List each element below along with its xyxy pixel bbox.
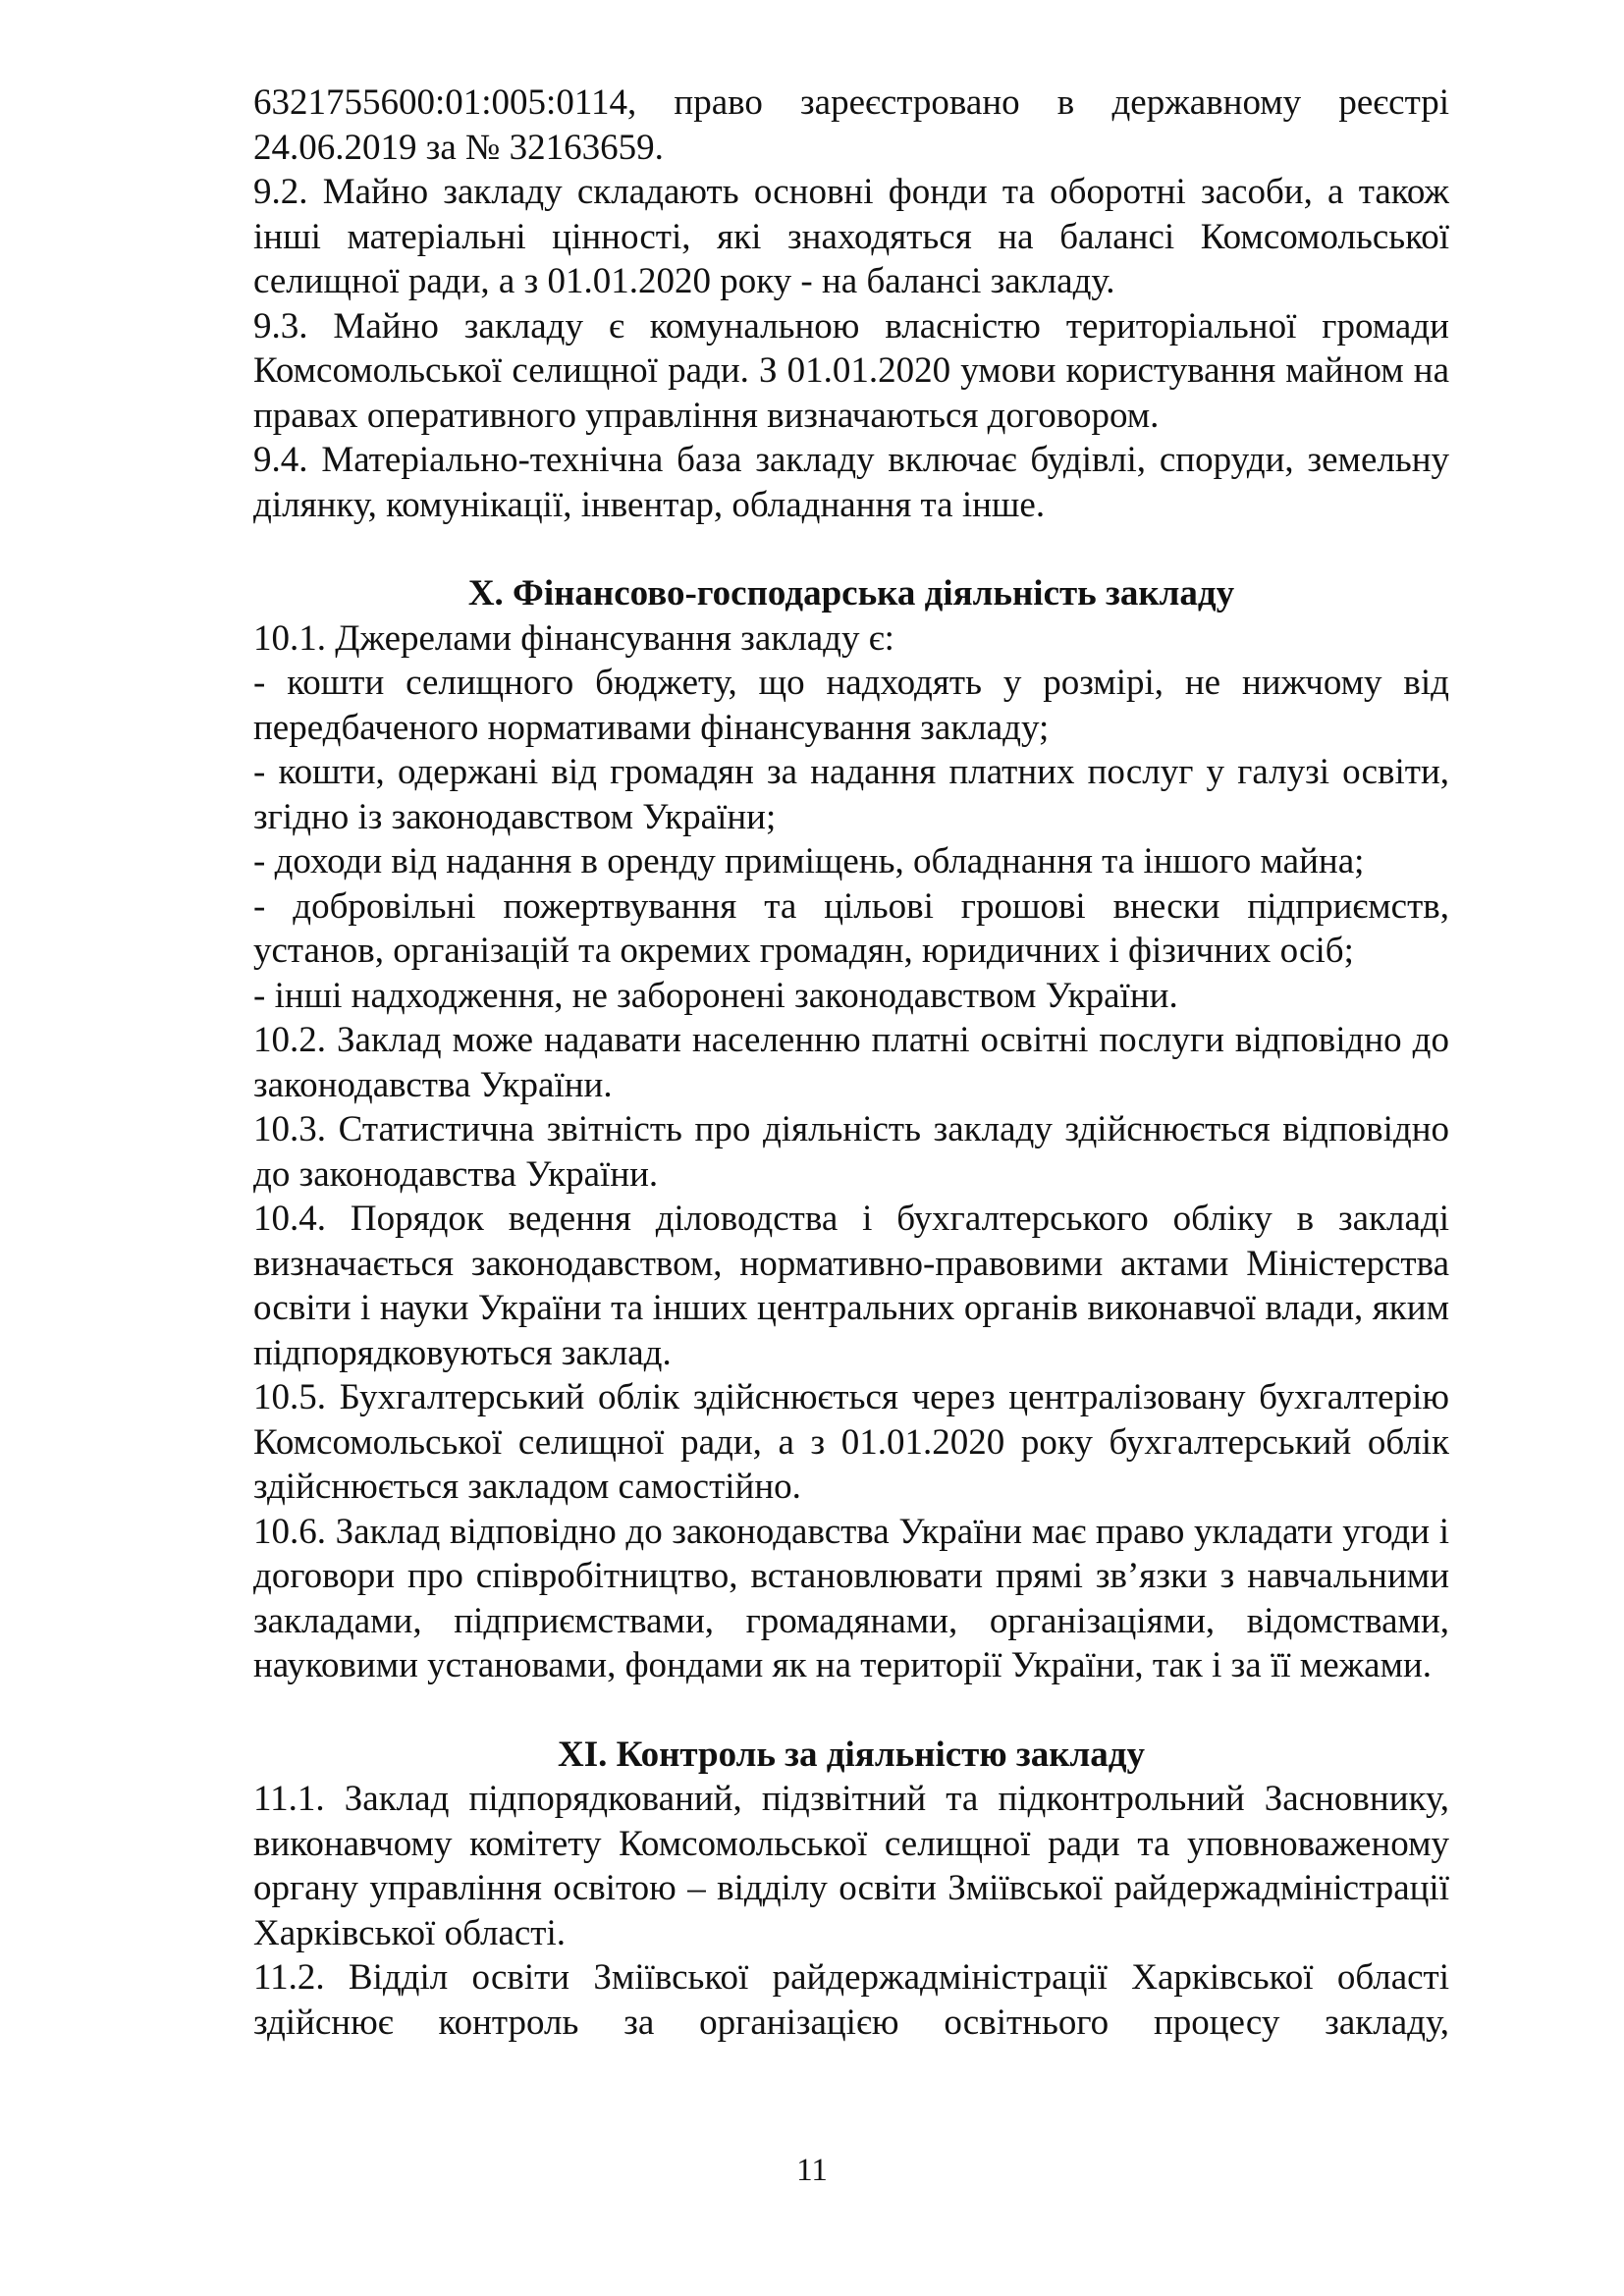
paragraph: 9.4. Матеріально-технічна база закладу включає будівлі, споруди, земельну ділянку, комунікації, інвентар, обладнання та інше.: [253, 440, 1449, 525]
paragraph: 10.1. Джерелами фінансування закладу є:: [253, 617, 894, 659]
paragraph: 10.3. Статистична звітність про діяльність закладу здійснюється відповідно до законодавства України.: [253, 1109, 1449, 1195]
paragraph: 10.2. Заклад може надавати населенню платні освітні послуги відповідно до законодавства України.: [253, 1020, 1449, 1105]
section-heading: X. Фінансово-господарська діяльність закладу: [467, 573, 1235, 614]
paragraph: 11.2. Відділ освіти Зміївської райдержадміністрації Харківської області здійснює контроль за організацією освітнього процесу закладу,: [253, 1957, 1449, 2043]
page-number: 11: [796, 2153, 828, 2188]
paragraph: - інші надходження, не заборонені законодавством України.: [253, 975, 1178, 1016]
paragraph: - добровільні пожертвування та цільові грошові внески підприємств, установ, організацій та окремих громадян, юридичних і фізичних осіб;: [253, 885, 1449, 971]
section-spacer: [253, 1688, 1449, 1733]
paragraph: - доходи від надання в оренду приміщень, обладнання та іншого майна;: [253, 841, 1365, 881]
paragraph: - кошти, одержані від громадян за надання платних послуг у галузі освіти, згідно із законодавством України;: [253, 752, 1449, 837]
paragraph: 9.3. Майно закладу є комунальною власністю територіальної громади Комсомольської селищної ради. З 01.01.2020 умови користування майном на правах оперативного управління визначаються договором.: [253, 305, 1449, 436]
paragraph: 10.6. Заклад відповідно до законодавства України має право укладати угоди і договори про співробітництво, встановлювати прямі зв’язки з навчальними закладами, підприємствами, громадянами, організаціями, відомствами, науковими установами, фондами як на території України, так і за її межами.: [253, 1511, 1449, 1685]
document-body: [253, 80, 1449, 2045]
section-spacer: [253, 527, 1449, 571]
paragraph: 10.5. Бухгалтерський облік здійснюється через централізовану бухгалтерію Комсомольської селищної ради, а з 01.01.2020 року бухгалтерський облік здійснюється закладом самостійно.: [253, 1377, 1449, 1507]
paragraph: 6321755600:01:005:0114, право зареєстровано в державному реєстрі 24.06.2019 за № 32163659.: [253, 82, 1449, 168]
paragraph: 10.4. Порядок ведення діловодства і бухгалтерського обліку в закладі визначається законодавством, нормативно-правовими актами Міністерства освіти і науки України та інших центральних органів виконавчої влади, яким підпорядковуються заклад.: [253, 1199, 1449, 1373]
paragraph: - кошти селищного бюджету, що надходять у розмірі, не нижчому від передбаченого нормативами фінансування закладу;: [253, 663, 1449, 748]
paragraph: 11.1. Заклад підпорядкований, підзвітний та підконтрольний Засновнику, виконавчому комітету Комсомольської селищної ради та уповноваженому органу управління освітою – відділу освіти Зміївської райдержадміністрації Харківської області.: [253, 1779, 1449, 1953]
paragraph: 9.2. Майно закладу складають основні фонди та оборотні засоби, а також інші матеріальні цінності, які знаходяться на балансі Комсомольської селищної ради, а з 01.01.2020 року - на балансі закладу.: [253, 172, 1449, 301]
section-heading: XI. Контроль за діяльністю закладу: [557, 1734, 1146, 1775]
